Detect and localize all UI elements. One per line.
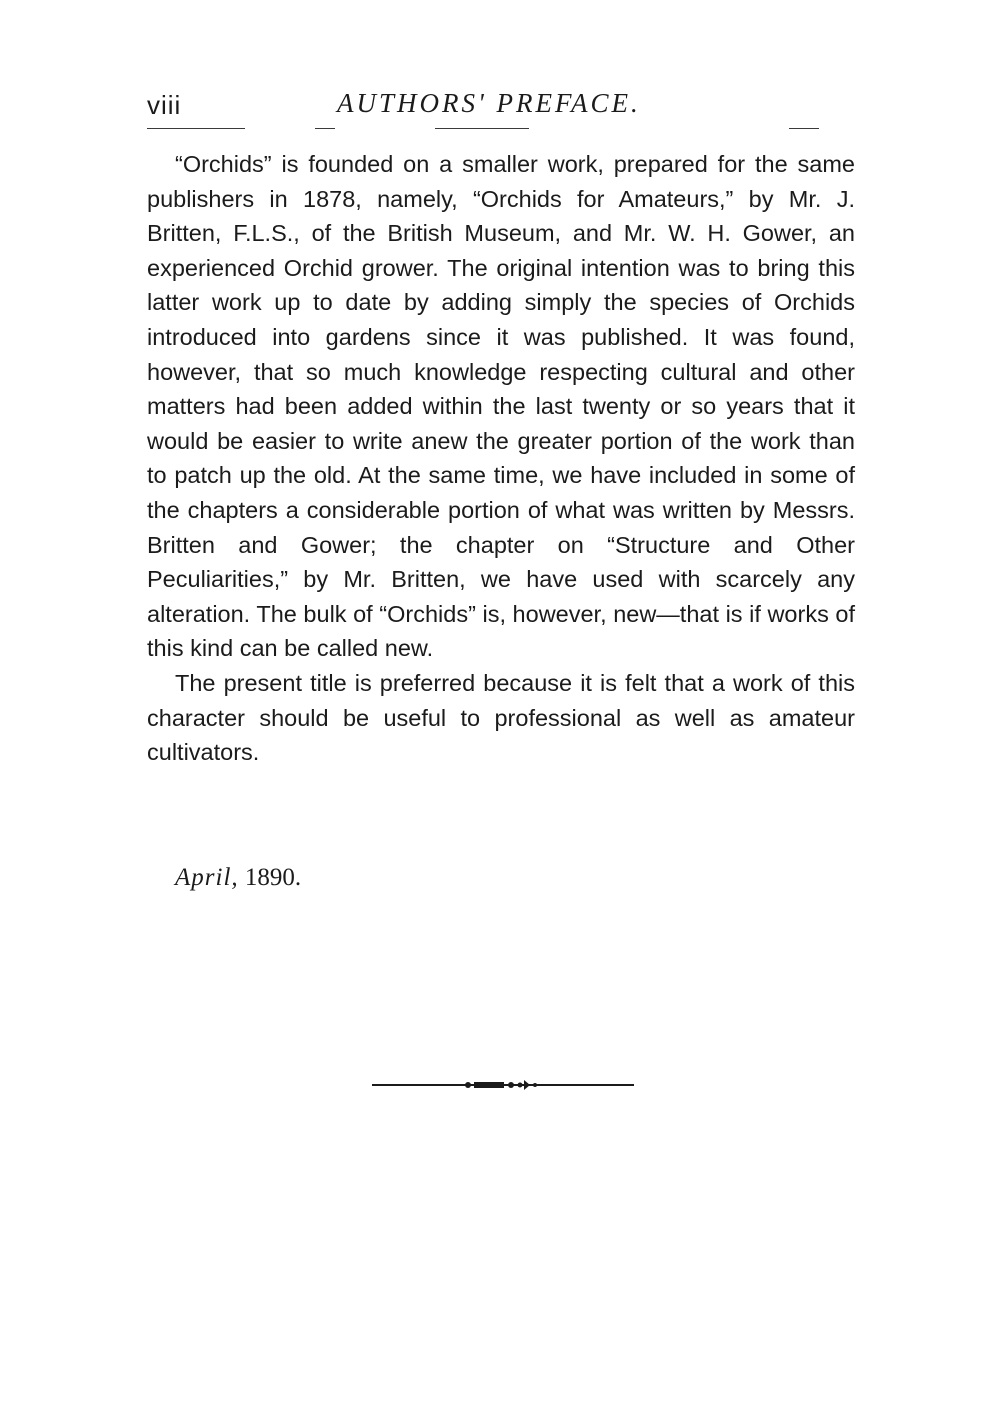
dateline-year: 1890.	[244, 864, 302, 891]
running-title: AUTHORS' PREFACE.	[337, 88, 641, 118]
header-rule	[147, 128, 859, 132]
tailpiece-rule-ornament-icon	[372, 1075, 634, 1095]
paragraph-1: “Orchids” is founded on a smaller work, prepared for the same publishers in 1878, namely, “Orchids for Amateurs,” by Mr. J. Britten, F.L.S., of the British Museum, and Mr. W. H. Gower, an experienced Orchid grower. The original intention was to bring this latter work up to date by adding simply the species of Orchids introduced into gardens since it was published. It was found, however, that so much knowledge respecting cultural and other matters had been added within the last twenty or so years that it would be easier to write anew the greater portion of the work than to patch up the old. At the same time, we have included in some of the chapters a considerable portion of what was written by Messrs. Britten and Gower; the chapter on “Structure and Other Peculiarities,” by Mr. Britten, we have used with scarcely any alteration. The bulk of “Orchids” is, however, new—that is if works of this kind can be called new.	[147, 151, 855, 662]
preface-body	[147, 147, 855, 770]
dateline	[175, 864, 301, 892]
dateline-month: April,	[175, 864, 239, 891]
paragraph-2: The present title is preferred because it is felt that a work of this character should be useful to professional as well as amateur cultivators.	[147, 669, 855, 766]
page-header	[147, 84, 859, 124]
page-number: viii	[147, 90, 182, 120]
